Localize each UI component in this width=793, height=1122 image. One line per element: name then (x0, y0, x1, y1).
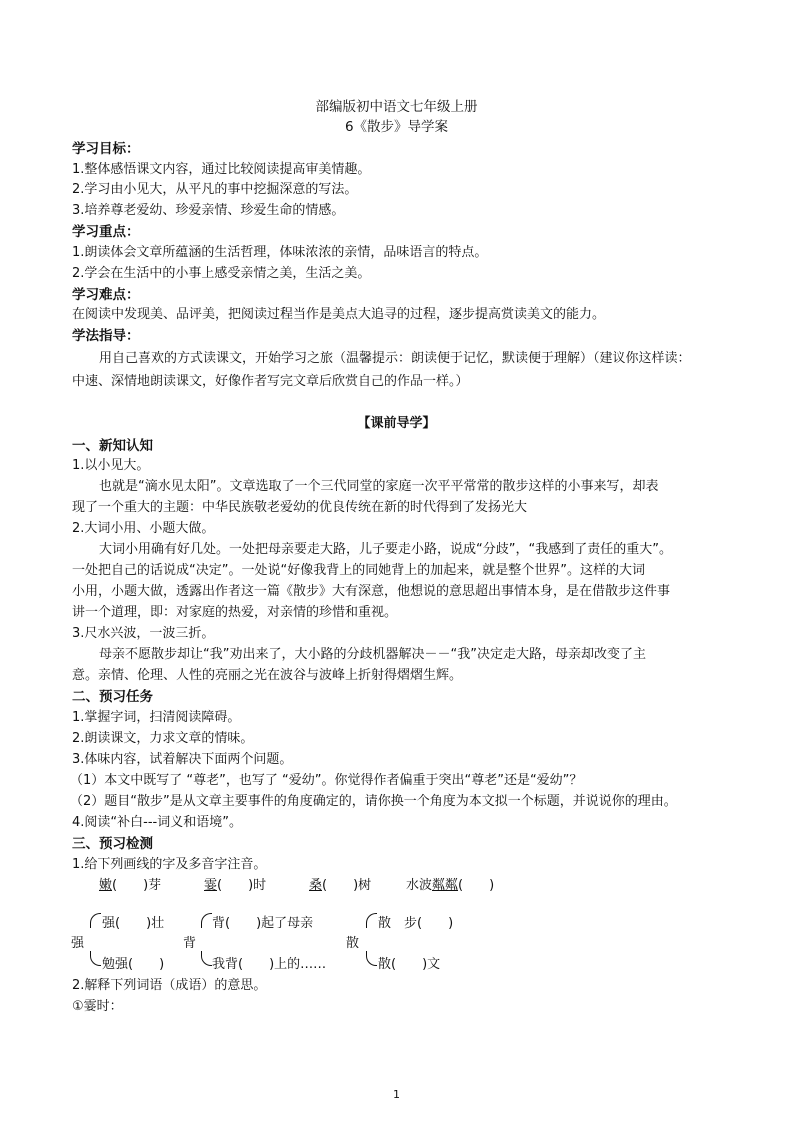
poly-reading: 散 步( ) (378, 916, 454, 931)
part1-text: 母亲不愿散步却让“我”劝出来了，大小路的分歧机器解决－－“我”决定走大路，母亲却改变了主 (99, 647, 646, 662)
doc-subtitle: 6《散步》导学案 (344, 119, 449, 135)
poly-char: 散 (346, 936, 360, 951)
part1-text: 讲一个道理，即：对家庭的热爱，对亲情的珍惜和重视。 (72, 605, 398, 620)
pinyin-word: 水波粼粼( ) (406, 878, 495, 893)
part1-text: 一处把自己的话说成“决定”。一处说“好像我背上的同她背上的加起来，就是整个世界”。这样的大词 (72, 563, 645, 578)
pinyin-word-row (99, 876, 579, 896)
section-title: 【课前导学】 (357, 416, 436, 431)
brace (201, 951, 212, 966)
part2-item: 2.朗读课文，力求文章的情味。 (72, 731, 254, 746)
brace (90, 951, 101, 966)
poly-reading: 强( )壮 (102, 916, 165, 931)
poly-char: 强 (71, 936, 85, 951)
goal-item: 3.培养尊老爱幼、珍爱亲情、珍爱生命的情感。 (72, 203, 345, 218)
difficulties-heading: 学习难点： (72, 287, 140, 303)
key-points-heading: 学习重点： (72, 224, 140, 240)
poly-reading: 勉强( ) (102, 957, 165, 972)
part1-subtitle: 1.以小见大。 (72, 458, 150, 473)
part1-subtitle: 2.大词小用、小题大做。 (72, 521, 215, 536)
poly-reading: 背( )起了母亲 (212, 916, 314, 931)
page-number: 1 (393, 1088, 400, 1101)
key-point-item: 1.朗读体会文章所蕴涵的生活哲理，体味浓浓的亲情，品味语言的特点。 (72, 245, 488, 260)
part3-answer-item: ①霎时： (72, 999, 123, 1014)
method-line: 用自己喜欢的方式读课文，开始学习之旅（温馨提示：朗读便于记忆，默读便于理解）（建议你这样读： (99, 351, 691, 366)
pinyin-word: 桑( )树 (309, 878, 372, 893)
part1-text: 意。亲情、伦理、人性的亮丽之光在波谷与波峰上折射得熠熠生辉。 (72, 668, 463, 683)
part1-text: 大词小用确有好几处。一处把母亲要走大路，儿子要走小路，说成“分歧”，“我感到了责任的重大”。 (99, 542, 672, 557)
part2-item: 3.体味内容，试着解决下面两个问题。 (72, 752, 293, 767)
part2-item: （1）本文中既写了 “尊老”，也写了 “爱幼”。你觉得作者偏重于突出“尊老”还是“爱幼”？ (70, 773, 583, 788)
key-point-item: 2.学会在生活中的小事上感受亲情之美，生活之美。 (72, 266, 371, 281)
part3-question: 1.给下列画线的字及多音字注音。 (72, 857, 267, 872)
part1-text: 小用，小题大做，透露出作者这一篇《散步》大有深意，他想说的意思超出事情本身，是在借散步这件事 (72, 584, 671, 599)
part1-text: 也就是“滴水见太阳”。文章选取了一个三代同堂的家庭一次平平常常的散步这样的小事来写，却表 (99, 479, 659, 494)
part1-text: 现了一个重大的主题：中华民族敬老爱幼的优良传统在新的时代得到了发扬光大 (72, 500, 528, 515)
brace (201, 913, 212, 928)
pinyin-word: 霎( )时 (204, 878, 267, 893)
doc-title: 部编版初中语文七年级上册 (315, 99, 478, 115)
poly-reading: 我背( )上的…… (212, 957, 327, 972)
part3-heading: 三、预习检测 (72, 836, 153, 852)
part2-item: （2）题目“散步”是从文章主要事件的角度确定的，请你换一个角度为本文拟一个标题，并说说你的理由。 (70, 794, 677, 809)
difficulty-item: 在阅读中发现美、品评美，把阅读过程当作是美点大追寻的过程，逐步提高赏读美文的能力。 (72, 307, 606, 322)
part2-item: 4.阅读“补白---词义和语境”。 (72, 815, 242, 830)
part1-subtitle: 3.尺水兴波，一波三折。 (72, 626, 215, 641)
goal-item: 1.整体感悟课文内容，通过比较阅读提高审美情趣。 (72, 162, 371, 177)
part2-heading: 二、预习任务 (72, 689, 153, 705)
part2-item: 1.掌握字词，扫清阅读障碍。 (72, 710, 241, 725)
brace (366, 913, 377, 928)
goal-item: 2.学习由小见大，从平凡的事中挖掘深意的写法。 (72, 182, 358, 197)
brace (366, 951, 377, 966)
goals-heading: 学习目标： (72, 141, 140, 157)
method-heading: 学法指导： (72, 328, 140, 344)
part1-heading: 一、新知认知 (72, 438, 153, 454)
part3-question: 2.解释下列词语（成语）的意思。 (72, 978, 267, 993)
poly-reading: 散( )文 (378, 957, 441, 972)
method-line: 中速、深情地朗读课文，好像作者写完文章后欣赏自己的作品一样。） (72, 374, 469, 389)
poly-char: 背 (183, 936, 197, 951)
brace (90, 913, 101, 928)
pinyin-word: 嫩( )芽 (99, 878, 162, 893)
